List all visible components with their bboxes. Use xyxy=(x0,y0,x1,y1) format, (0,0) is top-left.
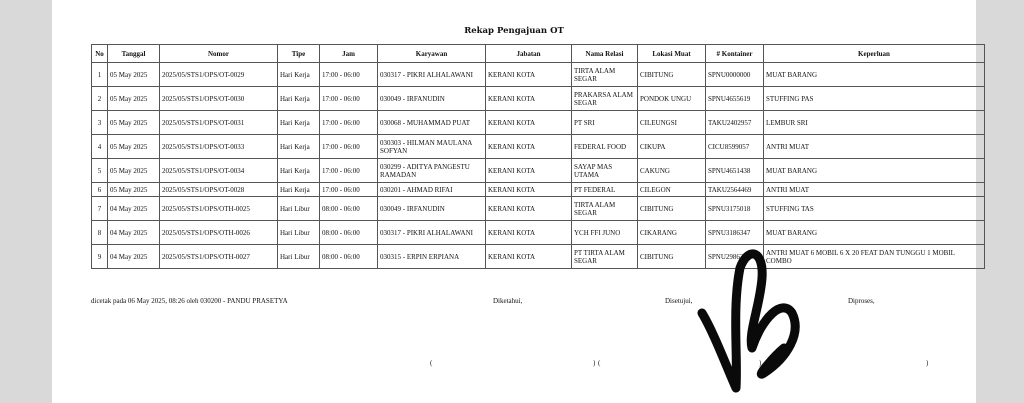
cell-karyawan: 030299 - ADITYA PANGESTU RAMADAN xyxy=(378,159,486,183)
cell-nama-relasi: PT TIRTA ALAM SEGAR xyxy=(572,245,638,269)
cell-jabatan: KERANI KOTA xyxy=(486,245,572,269)
cell-nomor: 2025/05/STS1/OPS/OT-0031 xyxy=(160,111,278,135)
document-title: Rekap Pengajuan OT xyxy=(464,26,564,36)
cell-nomor: 2025/05/STS1/OPS/OTH-0025 xyxy=(160,197,278,221)
cell-karyawan: 030303 - HILMAN MAULANA SOFYAN xyxy=(378,135,486,159)
cell-keperluan: ANTRI MUAT xyxy=(764,135,985,159)
column-header-keperluan: Keperluan xyxy=(764,45,985,63)
cell-tanggal: 04 May 2025 xyxy=(108,197,160,221)
cell-kontainer: SPNU2986221 xyxy=(706,245,764,269)
signature-bracket-close: ) xyxy=(759,359,762,367)
cell-no: 7 xyxy=(92,197,108,221)
signature-bracket-open: ( xyxy=(430,359,433,367)
cell-nama-relasi: SAYAP MAS UTAMA xyxy=(572,159,638,183)
cell-nomor: 2025/05/STS1/OPS/OTH-0027 xyxy=(160,245,278,269)
cell-karyawan: 030049 - IRFANUDIN xyxy=(378,87,486,111)
cell-tanggal: 04 May 2025 xyxy=(108,245,160,269)
cell-lokasi-muat: CIKUPA xyxy=(638,135,706,159)
cell-kontainer: SPNU4655619 xyxy=(706,87,764,111)
table-row xyxy=(92,197,985,221)
cell-kontainer: SPNU4651438 xyxy=(706,159,764,183)
cell-jabatan: KERANI KOTA xyxy=(486,63,572,87)
cell-jam: 08:00 - 06:00 xyxy=(320,197,378,221)
cell-nama-relasi: PT SRI xyxy=(572,111,638,135)
cell-nomor: 2025/05/STS1/OPS/OT-0034 xyxy=(160,159,278,183)
cell-kontainer: TAKU2402957 xyxy=(706,111,764,135)
cell-jam: 17:00 - 06:00 xyxy=(320,63,378,87)
cell-keperluan: MUAT BARANG xyxy=(764,159,985,183)
cell-kontainer: SPNU0000000 xyxy=(706,63,764,87)
table-row xyxy=(92,183,985,197)
cell-karyawan: 030315 - ERPIN ERPIANA xyxy=(378,245,486,269)
cell-tipe: Hari Kerja xyxy=(278,111,320,135)
cell-jam: 17:00 - 06:00 xyxy=(320,159,378,183)
cell-lokasi-muat: CIKARANG xyxy=(638,221,706,245)
cell-tipe: Hari Libur xyxy=(278,221,320,245)
table-row xyxy=(92,87,985,111)
cell-tipe: Hari Kerja xyxy=(278,135,320,159)
column-header-lokasi-muat: Lokasi Muat xyxy=(638,45,706,63)
cell-lokasi-muat: CIBITUNG xyxy=(638,245,706,269)
column-header-jam: Jam xyxy=(320,45,378,63)
cell-jabatan: KERANI KOTA xyxy=(486,159,572,183)
cell-no: 2 xyxy=(92,87,108,111)
cell-keperluan: ANTRI MUAT xyxy=(764,183,985,197)
cell-karyawan: 030317 - PIKRI ALHALAWANI xyxy=(378,63,486,87)
cell-no: 4 xyxy=(92,135,108,159)
cell-jabatan: KERANI KOTA xyxy=(486,183,572,197)
cell-jam: 08:00 - 06:00 xyxy=(320,221,378,245)
cell-tanggal: 05 May 2025 xyxy=(108,159,160,183)
cell-kontainer: TAKU2564469 xyxy=(706,183,764,197)
signature-bracket-open: ( xyxy=(768,359,771,367)
cell-no: 3 xyxy=(92,111,108,135)
signature-bracket-open: ( xyxy=(598,359,601,367)
cell-karyawan: 030317 - PIKRI ALHALAWANI xyxy=(378,221,486,245)
column-header-karyawan: Karyawan xyxy=(378,45,486,63)
signature-bracket-close: ) xyxy=(593,359,596,367)
cell-jabatan: KERANI KOTA xyxy=(486,135,572,159)
document-page xyxy=(52,0,976,403)
cell-tanggal: 05 May 2025 xyxy=(108,111,160,135)
cell-jabatan: KERANI KOTA xyxy=(486,221,572,245)
processed-label: Diproses, xyxy=(848,297,875,305)
cell-lokasi-muat: CAKUNG xyxy=(638,159,706,183)
cell-keperluan: STUFFING PAS xyxy=(764,87,985,111)
column-header-tipe: Tipe xyxy=(278,45,320,63)
cell-nomor: 2025/05/STS1/OPS/OTH-0026 xyxy=(160,221,278,245)
signature-bracket-close: ) xyxy=(926,359,929,367)
approved-label: Disetujui, xyxy=(665,297,693,305)
cell-tanggal: 05 May 2025 xyxy=(108,135,160,159)
cell-keperluan: LEMBUR SRI xyxy=(764,111,985,135)
cell-lokasi-muat: CILEUNGSI xyxy=(638,111,706,135)
cell-tipe: Hari Libur xyxy=(278,197,320,221)
cell-kontainer: CICU8599057 xyxy=(706,135,764,159)
cell-no: 6 xyxy=(92,183,108,197)
cell-nama-relasi: FEDERAL FOOD xyxy=(572,135,638,159)
cell-keperluan: MUAT BARANG xyxy=(764,63,985,87)
cell-nomor: 2025/05/STS1/OPS/OT-0028 xyxy=(160,183,278,197)
table-header-row xyxy=(92,45,985,63)
table-row xyxy=(92,245,985,269)
cell-jabatan: KERANI KOTA xyxy=(486,87,572,111)
printed-info: dicetak pada 06 May 2025, 08:26 oleh 030200 - PANDU PRASETYA xyxy=(91,297,288,305)
cell-tipe: Hari Kerja xyxy=(278,183,320,197)
cell-nama-relasi: TIRTA ALAM SEGAR xyxy=(572,63,638,87)
cell-no: 5 xyxy=(92,159,108,183)
cell-tanggal: 05 May 2025 xyxy=(108,183,160,197)
cell-nama-relasi: YCH FFI JUNO xyxy=(572,221,638,245)
cell-nomor: 2025/05/STS1/OPS/OT-0030 xyxy=(160,87,278,111)
cell-kontainer: SPNU3186347 xyxy=(706,221,764,245)
cell-jam: 17:00 - 06:00 xyxy=(320,135,378,159)
cell-nomor: 2025/05/STS1/OPS/OT-0029 xyxy=(160,63,278,87)
cell-keperluan: STUFFING TAS xyxy=(764,197,985,221)
column-header-nomor: Nomor xyxy=(160,45,278,63)
cell-tipe: Hari Kerja xyxy=(278,159,320,183)
cell-nomor: 2025/05/STS1/OPS/OT-0033 xyxy=(160,135,278,159)
column-header-jabatan: Jabatan xyxy=(486,45,572,63)
cell-jam: 17:00 - 06:00 xyxy=(320,111,378,135)
cell-kontainer: SPNU3175018 xyxy=(706,197,764,221)
acknowledged-label: Diketahui, xyxy=(493,297,523,305)
cell-tipe: Hari Kerja xyxy=(278,63,320,87)
cell-lokasi-muat: CIBITUNG xyxy=(638,63,706,87)
cell-no: 9 xyxy=(92,245,108,269)
cell-tanggal: 04 May 2025 xyxy=(108,221,160,245)
column-header-nama-relasi: Nama Relasi xyxy=(572,45,638,63)
cell-nama-relasi: TIRTA ALAM SEGAR xyxy=(572,197,638,221)
cell-tipe: Hari Libur xyxy=(278,245,320,269)
cell-karyawan: 030201 - AHMAD RIFAI xyxy=(378,183,486,197)
cell-karyawan: 030049 - IRFANUDIN xyxy=(378,197,486,221)
cell-nama-relasi: PRAKARSA ALAM SEGAR xyxy=(572,87,638,111)
cell-karyawan: 030068 - MUHAMMAD PUAT xyxy=(378,111,486,135)
cell-nama-relasi: PT FEDERAL xyxy=(572,183,638,197)
cell-jam: 17:00 - 06:00 xyxy=(320,183,378,197)
column-header-tanggal: Tanggal xyxy=(108,45,160,63)
cell-lokasi-muat: CILEGON xyxy=(638,183,706,197)
column-header-kontainer: # Kontainer xyxy=(706,45,764,63)
table-row xyxy=(92,111,985,135)
cell-keperluan: MUAT BARANG xyxy=(764,221,985,245)
cell-no: 8 xyxy=(92,221,108,245)
cell-tanggal: 05 May 2025 xyxy=(108,87,160,111)
cell-tanggal: 05 May 2025 xyxy=(108,63,160,87)
table-row xyxy=(92,135,985,159)
cell-jabatan: KERANI KOTA xyxy=(486,111,572,135)
table-row xyxy=(92,63,985,87)
cell-keperluan: ANTRI MUAT 6 MOBIL 6 X 20 FEAT DAN TUNGGU 1 MOBIL COMBO xyxy=(764,245,985,269)
table-row xyxy=(92,221,985,245)
overtime-table xyxy=(91,44,985,269)
handwritten-signature xyxy=(692,238,812,398)
cell-jam: 08:00 - 06:00 xyxy=(320,245,378,269)
table-row xyxy=(92,159,985,183)
column-header-no: No xyxy=(92,45,108,63)
cell-no: 1 xyxy=(92,63,108,87)
cell-jabatan: KERANI KOTA xyxy=(486,197,572,221)
cell-jam: 17:00 - 06:00 xyxy=(320,87,378,111)
cell-lokasi-muat: CIBITUNG xyxy=(638,197,706,221)
cell-tipe: Hari Kerja xyxy=(278,87,320,111)
cell-lokasi-muat: PONDOK UNGU xyxy=(638,87,706,111)
